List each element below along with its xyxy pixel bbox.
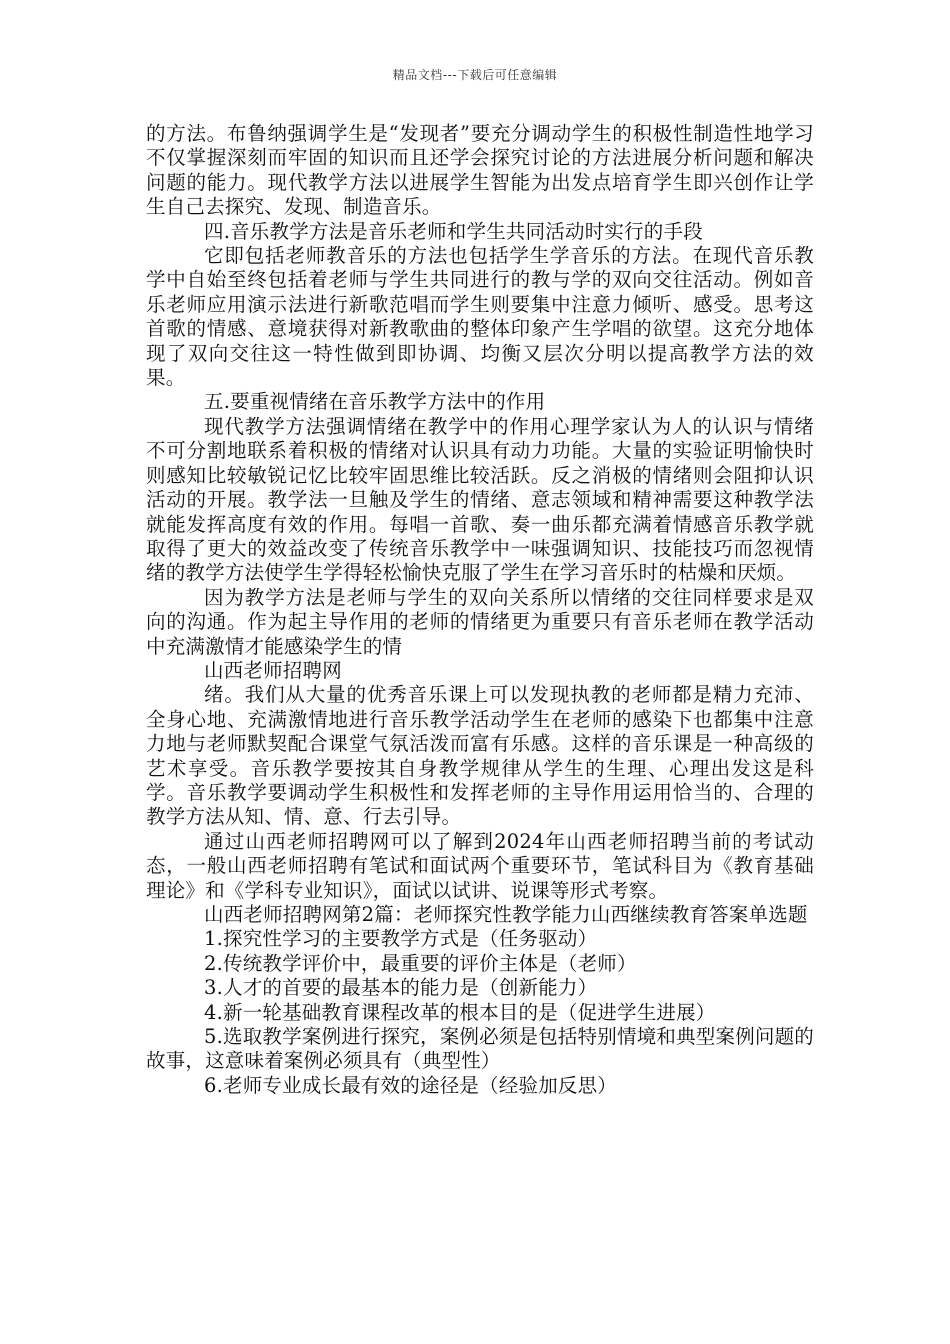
section-heading: 四.音乐教学方法是音乐老师和学生共同活动时实行的手段	[204, 219, 703, 243]
paragraph: 通过山西老师招聘网可以了解到2024年山西老师招聘当前的考试动态，一般山西老师招聘有笔试和面试两个重要环节，笔试科目为《教育基础理论》和《学科专业知识》，面试以试讲、说课等形式考察。	[146, 829, 814, 902]
page-header: 精品文档---下载后可任意编辑	[392, 68, 558, 82]
list-item: 4.新一轮基础教育课程改革的根本目的是（促进学生进展）	[204, 1000, 716, 1024]
paragraph: 现代教学方法强调情绪在教学中的作用心理学家认为人的认识与情绪不可分割地联系着积极的情绪对认识具有动力功能。大量的实验证明愉快时则感知比较敏锐记忆比较牢固思维比较活跃。反之消极的情绪则会阻抑认识活动的开展。教学法一旦触及学生的情绪、意志领域和精神需要这种教学法就能发挥高度有效的作用。每唱一首歌、奏一曲乐都充满着情感音乐教学就取得了更大的效益改变了传统音乐教学中一味强调知识、技能技巧而忽视情绪的教学方法使学生学得轻松愉快克服了学生在学习音乐时的枯燥和厌烦。	[146, 414, 814, 585]
paragraph: 山西老师招聘网第2篇：老师探究性教学能力山西继续教育答案单选题	[204, 903, 808, 926]
document-body	[146, 122, 814, 1098]
list-item: 6.老师专业成长最有效的途径是（经验加反思）	[204, 1073, 618, 1097]
paragraph: 的方法。布鲁纳强调学生是“发现者”要充分调动学生的积极性制造性地学习不仅掌握深刻而牢固的知识而且还学会探究讨论的方法进展分析问题和解决问题的能力。现代教学方法以进展学生智能为出发点培育学生即兴创作让学生自己去探究、发现、制造音乐。	[146, 122, 814, 219]
list-item: 3.人才的首要的最基本的能力是（创新能力）	[204, 976, 598, 1000]
paragraph: 它即包括老师教音乐的方法也包括学生学音乐的方法。在现代音乐教学中自始至终包括着老师与学生共同进行的教与学的双向交往活动。例如音乐老师应用演示法进行新歌范唱而学生则要集中注意力倾听、感受。思考这首歌的情感、意境获得对新教歌曲的整体印象产生学唱的欲望。这充分地体现了双向交往这一特性做到即协调、均衡又层次分明以提高教学方法的效果。	[146, 244, 814, 390]
paragraph: 绪。我们从大量的优秀音乐课上可以发现执教的老师都是精力充沛、全身心地、充满激情地进行音乐教学活动学生在老师的感染下也都集中注意力地与老师默契配合课堂气氛活泼而富有乐感。这样的音乐课是一种高级的艺术享受。音乐教学要按其自身教学规律从学生的生理、心理出发这是科学。音乐教学要调动学生积极性和发挥老师的主导作用运用恰当的、合理的教学方法从知、情、意、行去引导。	[146, 683, 814, 829]
paragraph: 因为教学方法是老师与学生的双向关系所以情绪的交往同样要求是双向的沟通。作为起主导作用的老师的情绪更为重要只有音乐老师在教学活动中充满激情才能感染学生的情	[146, 585, 814, 658]
list-item: 1.探究性学习的主要教学方式是（任务驱动）	[204, 927, 598, 951]
inline-site-label: 山西老师招聘网	[204, 658, 342, 682]
list-item: 2.传统教学评价中，最重要的评价主体是（老师）	[204, 951, 637, 975]
list-item: 5.选取教学案例进行探究，案例必须是包括特别情境和典型案例问题的故事，这意味着案例必须具有（典型性）	[146, 1025, 815, 1073]
section-heading: 五.要重视情绪在音乐教学方法中的作用	[204, 390, 546, 414]
